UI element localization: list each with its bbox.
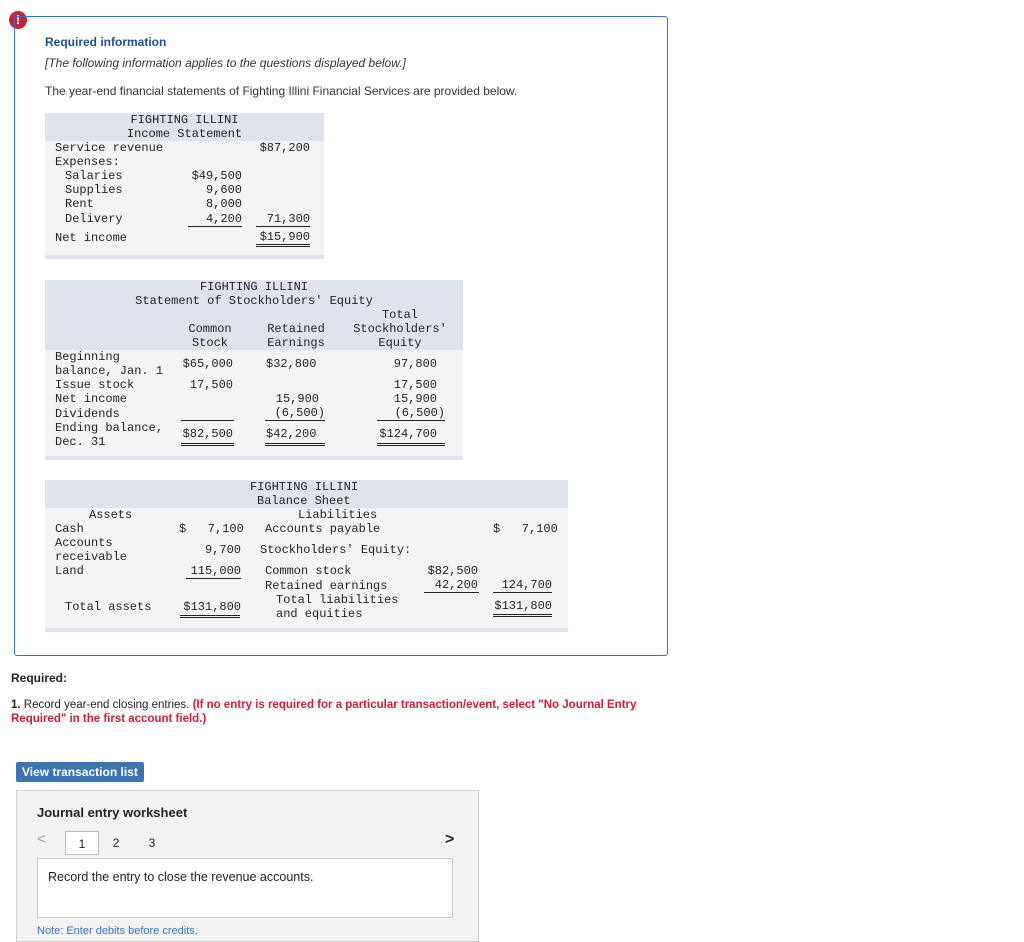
equity-statement-footer (45, 456, 463, 460)
total-le-label-1: Total liabilities (276, 593, 399, 607)
beginning-retained: $32,800 (266, 357, 317, 371)
beginning-label-1: Beginning (55, 350, 120, 364)
equity-col-retained-2: Earnings (267, 336, 325, 350)
equity-col-total-3: Equity (378, 336, 422, 350)
balance-title: Balance Sheet (257, 494, 351, 508)
net-income-amount: $15,900 (259, 230, 310, 244)
expense-amount-delivery: 4,200 (205, 212, 242, 226)
worksheet-title: Journal entry worksheet (37, 805, 188, 820)
ending-total: $124,700 (379, 427, 437, 441)
issue-stock-common: 17,500 (189, 378, 233, 392)
equity-col-common-2: Stock (191, 336, 228, 350)
stockholders-equity-label: Stockholders' Equity: (260, 543, 412, 557)
alert-icon: ! (9, 11, 27, 29)
expense-amount-supplies: 9,600 (205, 183, 242, 197)
liabilities-header: Liabilities (298, 508, 378, 522)
chevron-left-icon[interactable]: < (37, 831, 47, 848)
total-assets-amount: $131,800 (183, 600, 241, 614)
service-revenue-amount: $87,200 (259, 141, 310, 155)
ending-label-1: Ending balance, (55, 421, 164, 435)
question-number: 1. (11, 699, 21, 711)
total-expenses-underline (256, 226, 310, 227)
dividends-retained: (6,500) (274, 406, 325, 420)
total-expenses: 71,300 (266, 212, 310, 226)
worksheet-page-3[interactable]: 3 (148, 836, 156, 850)
view-transaction-list-button[interactable]: View transaction list (16, 762, 144, 782)
ending-label-2: Dec. 31 (55, 435, 106, 449)
income-title: Income Statement (126, 127, 243, 141)
land-label: Land (55, 564, 84, 578)
equity-total-underline (377, 420, 445, 421)
required-label: Required: (11, 671, 68, 685)
expense-label-delivery: Delivery (65, 212, 123, 226)
equity-retained-underline (265, 420, 325, 421)
worksheet-instruction-box (37, 858, 453, 918)
issue-stock-total: 17,500 (393, 378, 437, 392)
equity-net-income-label: Net income (55, 392, 128, 406)
common-stock-label: Common stock (265, 564, 352, 578)
assets-header: Assets (89, 508, 133, 522)
beginning-label-2: balance, Jan. 1 (55, 364, 164, 378)
expense-amount-rent: 8,000 (205, 197, 242, 211)
worksheet-page-1[interactable]: 1 (65, 831, 99, 855)
service-revenue-label: Service revenue (55, 141, 164, 155)
ending-total-double-underline (377, 443, 445, 446)
equity-col-common-1: Common (188, 322, 232, 336)
equity-net-income-total: 15,900 (393, 392, 437, 406)
accounts-payable-label: Accounts payable (265, 522, 381, 536)
question-text: Record year-end closing entries. (23, 699, 190, 711)
common-stock-amount: $82,500 (427, 564, 478, 578)
chevron-right-icon[interactable]: > (445, 831, 455, 848)
total-le-label-2: and equities (276, 607, 363, 621)
retained-earnings-underline (424, 592, 479, 593)
net-income-label: Net income (55, 231, 128, 245)
expenses-label: Expenses: (55, 155, 120, 169)
equity-title: Statement of Stockholders' Equity (135, 294, 373, 308)
net-income-double-underline (256, 244, 310, 247)
expense-underline (188, 226, 242, 227)
beginning-total: 97,800 (393, 357, 437, 371)
required-information-title: Required information (45, 35, 167, 49)
total-stockholders-equity: 124,700 (501, 578, 552, 592)
equity-col-total-2: Stockholders' (353, 322, 447, 336)
expense-label-rent: Rent (65, 197, 94, 211)
cash-label: Cash (55, 522, 84, 536)
question-1 (11, 698, 681, 726)
income-company: FIGHTING ILLINI (130, 113, 239, 127)
worksheet-note: Note: Enter debits before credits. (37, 925, 198, 937)
expense-label-salaries: Salaries (65, 169, 123, 183)
question-instruction: (If no entry is required for a particular transaction/event, select "No Journal Entry Required" in the first account field.) (11, 699, 637, 725)
issue-stock-label: Issue stock (55, 378, 135, 392)
ar-label-1: Accounts (55, 536, 113, 550)
balance-company: FIGHTING ILLINI (250, 480, 359, 494)
accounts-payable-amount: $ 7,100 (493, 522, 558, 536)
ending-common-double-underline (181, 443, 234, 446)
ar-amount: 9,700 (204, 543, 241, 557)
balance-sheet-footer (45, 628, 568, 632)
retained-earnings-label: Retained earnings (265, 579, 388, 593)
equity-col-total-1: Total (381, 308, 418, 322)
total-stockholders-equity-underline (493, 592, 552, 593)
required-information-subtitle: [The following information applies to the questions displayed below.] (45, 56, 406, 70)
retained-earnings-amount: 42,200 (434, 578, 478, 592)
income-statement-footer (45, 255, 324, 259)
worksheet-page-2[interactable]: 2 (112, 836, 120, 850)
cash-amount: $ 7,100 (179, 522, 244, 536)
total-assets-label: Total assets (65, 600, 152, 614)
equity-net-income-retained: 15,900 (275, 392, 319, 406)
ending-retained: $42,200 (266, 427, 317, 441)
equity-company: FIGHTING ILLINI (199, 280, 309, 294)
total-assets-double-underline (180, 615, 240, 618)
beginning-common: $65,000 (182, 357, 233, 371)
equity-col-retained-1: Retained (267, 322, 325, 336)
equity-common-underline (181, 420, 234, 421)
ending-common: $82,500 (182, 427, 233, 441)
required-information-intro: The year-end financial statements of Fighting Illini Financial Services are provided below. (45, 84, 518, 98)
dividends-total: (6,500) (394, 406, 445, 420)
total-le-double-underline (493, 614, 552, 617)
total-le-amount: $131,800 (494, 599, 552, 613)
ending-retained-double-underline (265, 443, 325, 446)
ar-label-2: receivable (55, 550, 128, 564)
expense-amount-salaries: $49,500 (191, 169, 242, 183)
worksheet-instruction: Record the entry to close the revenue accounts. (48, 870, 314, 884)
land-amount: 115,000 (190, 564, 241, 578)
journal-entry-worksheet (16, 790, 479, 942)
dividends-label: Dividends (55, 407, 120, 421)
expense-label-supplies: Supplies (65, 183, 123, 197)
land-underline (186, 578, 241, 579)
